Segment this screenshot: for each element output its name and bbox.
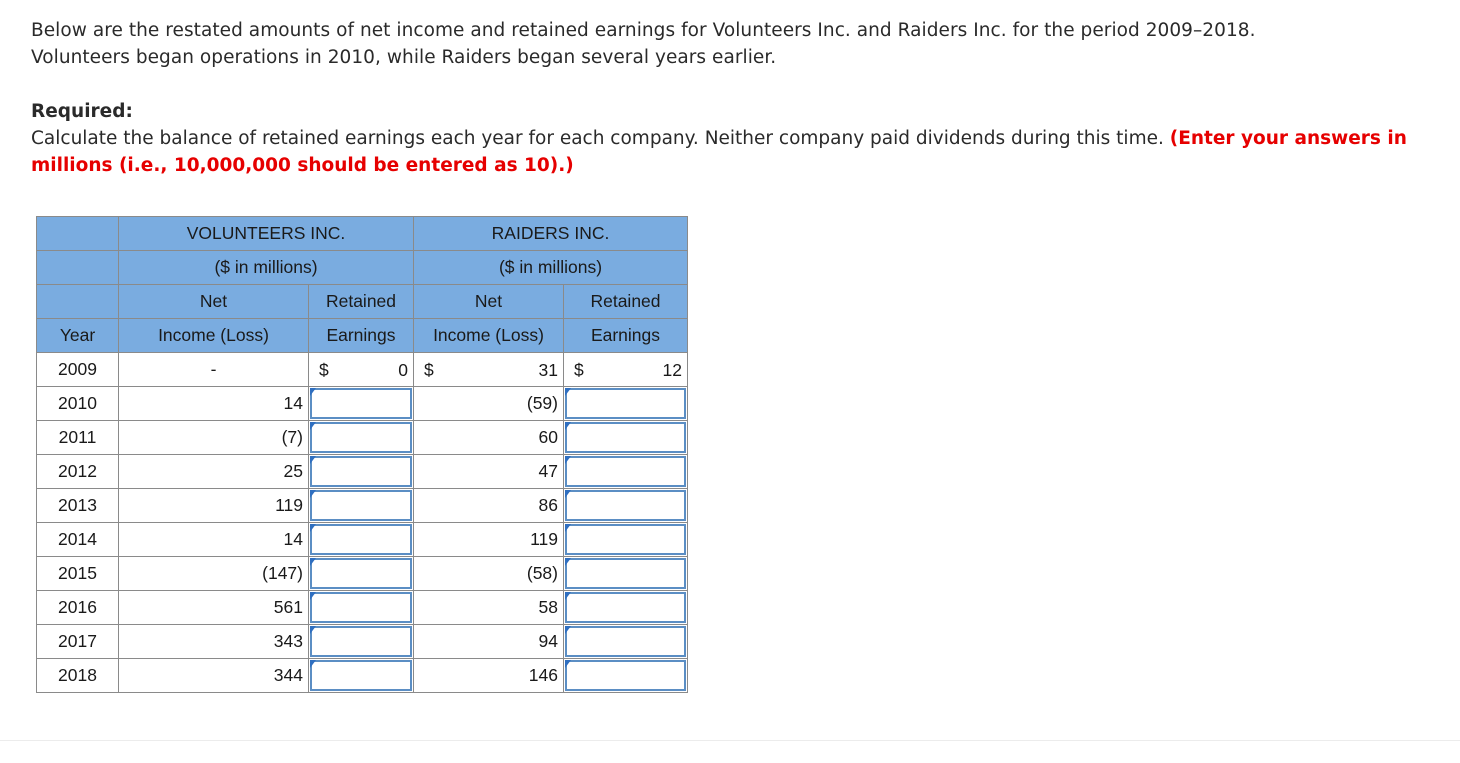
header-rai-re-bottom: Earnings xyxy=(564,319,688,353)
year-cell: 2016 xyxy=(37,591,119,625)
header-row-company xyxy=(37,217,688,251)
vol-net-income-cell: 14 xyxy=(119,523,309,557)
year-cell: 2013 xyxy=(37,489,119,523)
rai-net-income-cell: 94 xyxy=(414,625,564,659)
divider xyxy=(0,740,1460,741)
table-row xyxy=(37,489,688,523)
rai-retained-earnings-cell[interactable] xyxy=(564,523,688,557)
rai-retained-earnings-cell[interactable] xyxy=(564,387,688,421)
header-rai-re-top: Retained xyxy=(564,285,688,319)
vol-net-income-cell: 25 xyxy=(119,455,309,489)
input-flag-icon xyxy=(565,660,571,668)
header-year: Year xyxy=(37,319,119,353)
rai-retained-earnings-input[interactable] xyxy=(565,456,686,487)
table-row xyxy=(37,659,688,693)
dollar-sign: $ xyxy=(574,360,584,380)
vol-net-income-cell: (7) xyxy=(119,421,309,455)
vol-retained-earnings-input[interactable] xyxy=(310,592,412,623)
year-cell: 2015 xyxy=(37,557,119,591)
vol-retained-earnings-cell[interactable] xyxy=(309,387,414,421)
header-vol-re-bottom: Earnings xyxy=(309,319,414,353)
vol-retained-earnings-input[interactable] xyxy=(310,524,412,555)
input-flag-icon xyxy=(310,592,316,600)
input-flag-icon xyxy=(565,626,571,634)
vol-retained-earnings-cell xyxy=(309,353,414,387)
vol-net-income-cell: 119 xyxy=(119,489,309,523)
rai-retained-earnings-cell[interactable] xyxy=(564,659,688,693)
header-vol-net-top: Net xyxy=(119,285,309,319)
header-row-columns-bottom xyxy=(37,319,688,353)
rai-net-income-cell: 86 xyxy=(414,489,564,523)
header-row-units xyxy=(37,251,688,285)
vol-retained-earnings-input[interactable] xyxy=(310,626,412,657)
header-vol-re-top: Retained xyxy=(309,285,414,319)
rai-retained-earnings-input[interactable] xyxy=(565,524,686,555)
rai-retained-earnings-cell[interactable] xyxy=(564,591,688,625)
input-flag-icon xyxy=(565,456,571,464)
rai-retained-earnings-cell[interactable] xyxy=(564,421,688,455)
table-row xyxy=(37,421,688,455)
rai-retained-earnings-input[interactable] xyxy=(565,660,686,691)
vol-retained-earnings-input[interactable] xyxy=(310,456,412,487)
year-cell: 2012 xyxy=(37,455,119,489)
vol-retained-earnings-cell[interactable] xyxy=(309,523,414,557)
input-flag-icon xyxy=(565,558,571,566)
dollar-sign: $ xyxy=(319,360,329,380)
table-row xyxy=(37,523,688,557)
vol-retained-earnings-cell[interactable] xyxy=(309,659,414,693)
input-flag-icon xyxy=(310,490,316,498)
vol-retained-earnings-cell[interactable] xyxy=(309,557,414,591)
header-raiders: RAIDERS INC. xyxy=(414,217,688,251)
vol-retained-earnings-cell[interactable] xyxy=(309,625,414,659)
required-units-note: (Enter your answers in millions (i.e., 10,000,000 should be entered as 10).) xyxy=(31,128,1407,176)
rai-retained-earnings-cell[interactable] xyxy=(564,557,688,591)
table-row xyxy=(37,625,688,659)
rai-retained-earnings-cell[interactable] xyxy=(564,625,688,659)
table-row xyxy=(37,591,688,625)
rai-net-income-cell: 119 xyxy=(414,523,564,557)
rai-retained-earnings-cell xyxy=(564,353,688,387)
year-cell: 2009 xyxy=(37,353,119,387)
rai-net-income-cell: 60 xyxy=(414,421,564,455)
vol-retained-earnings-value: 0 xyxy=(398,360,408,380)
table-row-2009 xyxy=(37,353,688,387)
vol-retained-earnings-input[interactable] xyxy=(310,422,412,453)
input-flag-icon xyxy=(565,422,571,430)
rai-retained-earnings-cell[interactable] xyxy=(564,455,688,489)
rai-retained-earnings-input[interactable] xyxy=(565,558,686,589)
header-rai-net-top: Net xyxy=(414,285,564,319)
vol-retained-earnings-input[interactable] xyxy=(310,558,412,589)
header-blank-cell xyxy=(37,217,119,251)
header-volunteers-units: ($ in millions) xyxy=(119,251,414,285)
year-cell: 2014 xyxy=(37,523,119,557)
rai-retained-earnings-input[interactable] xyxy=(565,490,686,521)
vol-retained-earnings-input[interactable] xyxy=(310,660,412,691)
input-flag-icon xyxy=(310,456,316,464)
header-blank-cell xyxy=(37,251,119,285)
header-rai-net-bottom: Income (Loss) xyxy=(414,319,564,353)
rai-retained-earnings-input[interactable] xyxy=(565,388,686,419)
year-cell: 2017 xyxy=(37,625,119,659)
year-cell: 2018 xyxy=(37,659,119,693)
rai-net-income-cell: (58) xyxy=(414,557,564,591)
problem-intro xyxy=(31,17,1431,71)
intro-line-1: Below are the restated amounts of net income and retained earnings for Volunteers Inc. and Raiders Inc. for the period 2009–2018. xyxy=(31,20,1256,41)
input-flag-icon xyxy=(565,592,571,600)
rai-net-income-cell: (59) xyxy=(414,387,564,421)
table-row xyxy=(37,557,688,591)
vol-net-income-cell: 343 xyxy=(119,625,309,659)
input-flag-icon xyxy=(310,388,316,396)
rai-net-income-cell: 47 xyxy=(414,455,564,489)
input-flag-icon xyxy=(565,388,571,396)
input-flag-icon xyxy=(565,524,571,532)
rai-net-income-cell: 146 xyxy=(414,659,564,693)
vol-retained-earnings-input[interactable] xyxy=(310,388,412,419)
vol-net-income-cell: 344 xyxy=(119,659,309,693)
header-raiders-units: ($ in millions) xyxy=(414,251,688,285)
input-flag-icon xyxy=(310,558,316,566)
vol-retained-earnings-cell[interactable] xyxy=(309,455,414,489)
input-flag-icon xyxy=(310,524,316,532)
input-flag-icon xyxy=(310,626,316,634)
required-section xyxy=(31,98,1436,179)
intro-line-2: Volunteers began operations in 2010, while Raiders began several years earlier. xyxy=(31,47,777,68)
rai-net-income-value: 31 xyxy=(538,360,558,380)
vol-retained-earnings-cell[interactable] xyxy=(309,489,414,523)
vol-net-income-cell: 561 xyxy=(119,591,309,625)
vol-net-income-cell: 14 xyxy=(119,387,309,421)
required-heading: Required: xyxy=(31,101,133,122)
vol-retained-earnings-cell[interactable] xyxy=(309,421,414,455)
rai-net-income-cell: 58 xyxy=(414,591,564,625)
year-cell: 2011 xyxy=(37,421,119,455)
required-instruction: Calculate the balance of retained earnings each year for each company. Neither company paid dividends during this time. xyxy=(31,128,1170,149)
input-flag-icon xyxy=(310,660,316,668)
dollar-sign: $ xyxy=(424,360,434,380)
rai-net-income-cell xyxy=(414,353,564,387)
header-row-columns-top xyxy=(37,285,688,319)
header-volunteers: VOLUNTEERS INC. xyxy=(119,217,414,251)
input-flag-icon xyxy=(565,490,571,498)
header-vol-net-bottom: Income (Loss) xyxy=(119,319,309,353)
retained-earnings-table xyxy=(36,216,688,693)
input-flag-icon xyxy=(310,422,316,430)
year-cell: 2010 xyxy=(37,387,119,421)
rai-retained-earnings-input[interactable] xyxy=(565,422,686,453)
rai-retained-earnings-input[interactable] xyxy=(565,592,686,623)
table-row xyxy=(37,387,688,421)
vol-retained-earnings-cell[interactable] xyxy=(309,591,414,625)
vol-net-income-cell: (147) xyxy=(119,557,309,591)
vol-retained-earnings-input[interactable] xyxy=(310,490,412,521)
table-row xyxy=(37,455,688,489)
rai-retained-earnings-value: 12 xyxy=(662,360,682,380)
vol-net-income-cell: - xyxy=(119,353,309,387)
rai-retained-earnings-input[interactable] xyxy=(565,626,686,657)
rai-retained-earnings-cell[interactable] xyxy=(564,489,688,523)
header-blank-cell xyxy=(37,285,119,319)
